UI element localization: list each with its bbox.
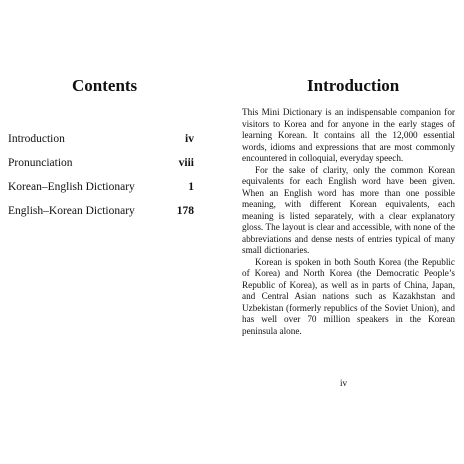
introduction-paragraph: This Mini Dictionary is an indispensable companion for visitors to Korea and for anyone in the early stages of learning Korean. It contains all the 12,000 essential words, idioms and expressions that are most commonly encountered in colloquial, everyday speech. — [242, 107, 455, 163]
introduction-body — [242, 107, 455, 337]
toc-entry-label: English–Korean Dictionary — [8, 205, 135, 217]
toc-entry-label: Korean–English Dictionary — [8, 181, 135, 193]
toc-entry-korean-english[interactable] — [8, 180, 194, 204]
introduction-paragraph: For the sake of clarity, only the common Korean equivalents for each English word have been given. When an English word has more than one possible meaning, with different Korean equivalents, each meaning is listed separately, with a clear explanatory gloss. The layout is clear and accessible, with none of the abbreviations and dense nests of entries typical of many small dictionaries. — [242, 164, 455, 255]
introduction-paragraph: Korean is spoken in both South Korea (the Republic of Korea) and North Korea (the Democratic People’s Republic of Korea), as well as in parts of China, Japan, and Central Asian nations such as Kazakhstan and Uzbekistan (formerly republics of the Soviet Union), and has well over 70 million speakers in the Korean peninsula alone. — [242, 256, 455, 336]
introduction-title: Introduction — [307, 76, 400, 95]
page-number: iv — [340, 378, 348, 388]
toc-entry-page: 1 — [188, 181, 194, 193]
toc-entry-page: 178 — [176, 205, 194, 217]
toc-entry-english-korean[interactable] — [8, 204, 194, 228]
toc-entry-label: Pronunciation — [8, 157, 73, 169]
toc-entry-page: viii — [178, 157, 194, 169]
toc-entry-label: Introduction — [8, 133, 65, 145]
toc-entry-introduction[interactable] — [8, 132, 194, 156]
contents-title: Contents — [72, 76, 138, 95]
toc-entry-page: iv — [185, 133, 194, 145]
toc-entry-pronunciation[interactable] — [8, 156, 194, 180]
table-of-contents — [8, 132, 194, 228]
